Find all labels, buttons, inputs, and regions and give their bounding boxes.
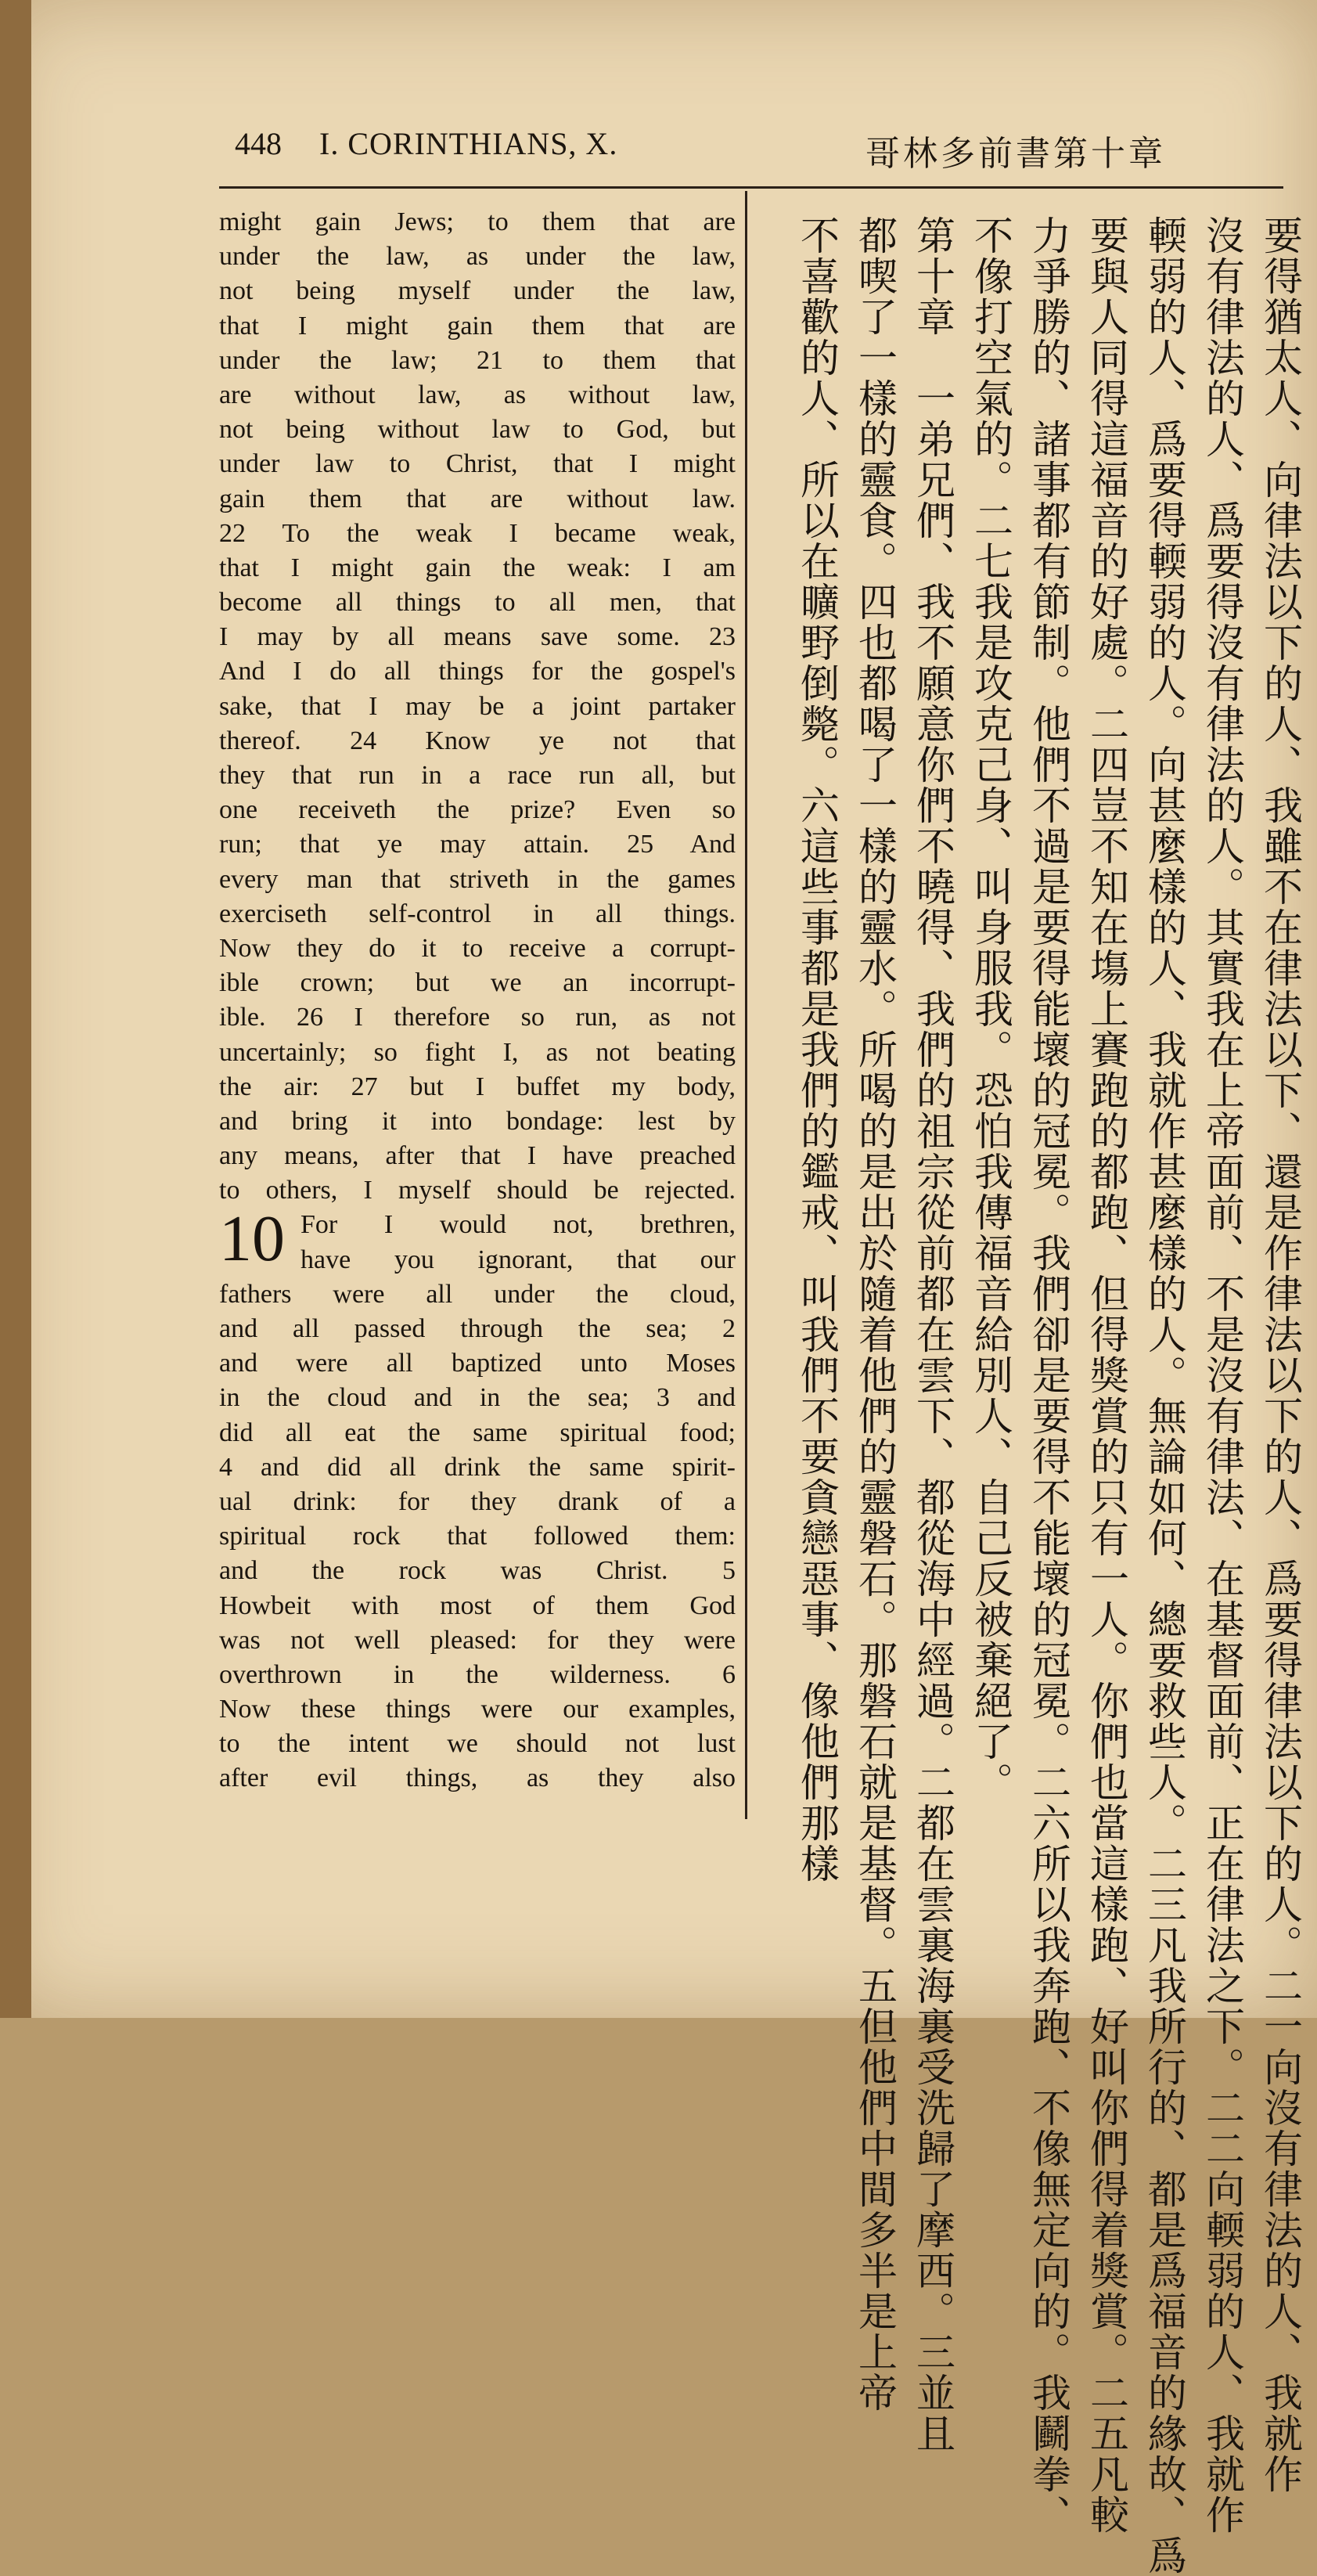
text-line: 4 and did all drink the same spirit- <box>219 1452 736 1482</box>
page-number: 448 <box>235 126 282 161</box>
chapter-opening <box>219 1202 736 1277</box>
chinese-text-column <box>765 215 1305 2576</box>
text-line: and all passed through the sea; 2 <box>219 1314 736 1343</box>
chapter-number: 10 <box>219 1202 285 1276</box>
text-line: spiritual rock that followed them: <box>219 1522 736 1551</box>
text-line: after evil things, as they also <box>219 1764 736 1793</box>
text-line: any means, after that I have preached <box>219 1141 736 1171</box>
text-line: 22 To the weak I became weak, <box>219 518 736 548</box>
chinese-text-column-line: 都喫了一樣的靈食。四也都喝了一樣的靈水。所喝的是出於隨着他們的靈磐石。那磐石就是基督。五但他們中間多半是上帝 <box>852 215 898 2413</box>
text-line: uncertainly; so fight I, as not beating <box>219 1037 736 1067</box>
text-line: to others, I myself should be rejected. <box>219 1176 736 1205</box>
text-line: fathers were all under the cloud, <box>219 1279 736 1309</box>
text-line: Howbeit with most of them God <box>219 1591 736 1620</box>
text-line: and bring it into bondage: lest by <box>219 1106 736 1136</box>
english-text-after-chapter <box>219 1277 736 1796</box>
chinese-text-column-line: 不像打空氣的。二七我是攻克己身、叫身服我。恐怕我傳福音給別人、自己反被棄絕了。 <box>968 215 1013 1803</box>
text-line: Now they do it to receive a corrupt- <box>219 933 736 963</box>
text-line: might gain Jews; to them that are <box>219 207 736 236</box>
text-line: ible. 26 I therefore so run, as not <box>219 1003 736 1032</box>
text-line: that I might gain the weak: I am <box>219 553 736 582</box>
text-line: sake, that I may be a joint partaker <box>219 691 736 721</box>
text-line: under the law; 21 to them that <box>219 345 736 375</box>
text-line: was not well pleased: for they were <box>219 1625 736 1655</box>
text-line: one receiveth the prize? Even so <box>219 795 736 825</box>
text-line: overthrown in the wilderness. 6 <box>219 1659 736 1689</box>
text-line: that I might gain them that are <box>219 311 736 340</box>
text-line: ible crown; but we an incorrupt- <box>219 968 736 998</box>
chinese-text-column-line: 輭弱的人、爲要得輭弱的人。向甚麼樣的人、我就作甚麼樣的人。無論如何、總要救些人。二三凡我所行的、都是爲福音的緣故、爲 <box>1142 215 1187 2576</box>
text-line: every man that striveth in the games <box>219 864 736 894</box>
text-line: they that run in a race run all, but <box>219 761 736 790</box>
text-line: not being myself under the law, <box>219 276 736 306</box>
english-text-column <box>219 205 736 1806</box>
text-line: in the cloud and in the sea; 3 and <box>219 1383 736 1413</box>
text-line: exerciseth self-control in all things. <box>219 899 736 928</box>
text-line: become all things to all men, that <box>219 588 736 618</box>
column-divider <box>745 191 747 1819</box>
text-line: And I do all things for the gospel's <box>219 657 736 686</box>
text-line: thereof. 24 Know ye not that <box>219 726 736 755</box>
chinese-text-column-line: 要與人同得這福音的好處。二四豈不知在塲上賽跑的都跑、但得獎賞的只有一人。你們也當這樣跑、好叫你們得着獎賞。二五凡較 <box>1084 215 1129 2535</box>
chinese-text-column-line: 力爭勝的、諸事都有節制。他們不過是要得能壞的冠冕。我們卻是要得不能壞的冠冕。二六所以我奔跑、不像無定向的。我鬬拳、 <box>1026 215 1071 2535</box>
text-line: run; that ye may attain. 25 And <box>219 830 736 859</box>
running-head: I. CORINTHIANS, X. <box>319 126 618 161</box>
text-line: ual drink: for they drank of a <box>219 1486 736 1516</box>
chinese-running-head: 哥林多前書第十章 <box>865 134 1166 174</box>
text-line: did all eat the same spiritual food; <box>219 1418 736 1447</box>
chapter-line: have you ignorant, that our <box>300 1245 736 1274</box>
text-line: For I would not, brethren, <box>300 1210 736 1240</box>
text-line: to the intent we should not lust <box>219 1729 736 1759</box>
text-line: the air: 27 but I buffet my body, <box>219 1072 736 1101</box>
chinese-text-column-line: 沒有律法的人、爲要得沒有律法的人。其實我在上帝面前、不是沒有律法、在基督面前、正在律法之下。二二向輭弱的人、我就作 <box>1200 215 1245 2535</box>
english-text-before-chapter <box>219 205 736 1208</box>
text-line: Now these things were our examples, <box>219 1695 736 1724</box>
text-line: I may by all means save some. 23 <box>219 622 736 652</box>
text-line: not being without law to God, but <box>219 415 736 445</box>
chinese-text-column-line: 要得猶太人、向律法以下的人、我雖不在律法以下、還是作律法以下的人、爲要得律法以下的人。二一向沒有律法的人、我就作 <box>1258 215 1303 2495</box>
text-line: under the law, as under the law, <box>219 242 736 272</box>
text-line: are without law, as without law, <box>219 380 736 409</box>
text-line: and were all baptized unto Moses <box>219 1349 736 1378</box>
chinese-text-column-line: 第十章 一弟兄們、我不願意你們不曉得、我們的祖宗從前都在雲下、都從海中經過。二都在雲裏海裏受洗歸了摩西。三並且 <box>910 215 955 2454</box>
text-line: and the rock was Christ. 5 <box>219 1556 736 1586</box>
text-line: gain them that are without law. <box>219 484 736 513</box>
text-line: under law to Christ, that I might <box>219 449 736 479</box>
chinese-text-column-line: 不喜歡的人、所以在曠野倒斃。六這些事都是我們的鑑戒、叫我們不要貪戀惡事、像他們那樣 <box>794 215 840 1884</box>
page-edge <box>0 0 31 2018</box>
page-header <box>235 125 1268 172</box>
header-rule <box>219 186 1283 189</box>
